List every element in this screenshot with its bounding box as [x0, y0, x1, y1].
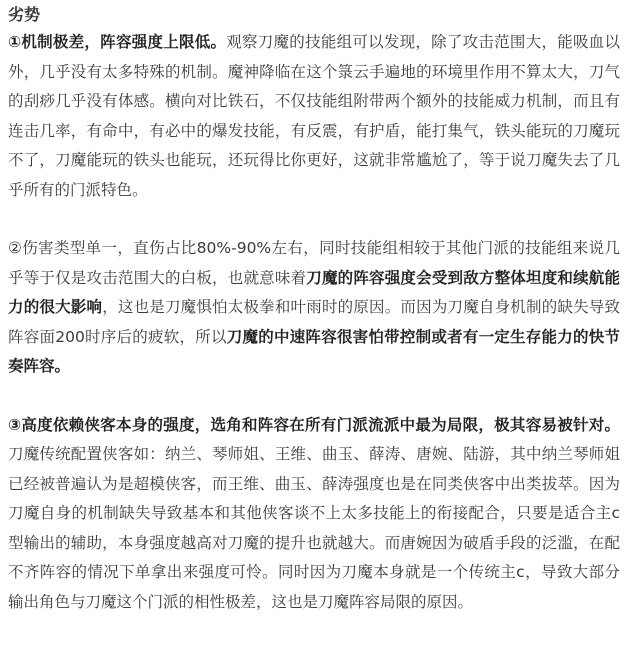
- weakness-paragraph-1: [8, 28, 620, 205]
- weakness-3-text: 刀魔传统配置侠客如：纳兰、琴师姐、王维、曲玉、薛涛、唐婉、陆游，其中纳兰琴师姐已经被普遍认为是超模侠客，而王维、曲玉、薛涛强度也是在同类侠客中出类拔萃。因为刀魔自身的机制缺失导致基本和其他侠客谈不上太多技能上的衔接配合，只要是适合主c型输出的辅助，本身强度越高对刀魔的提升也就越大。而唐婉因为破盾手段的泛滥，在配不齐阵容的情况下单拿出来强度可怜。同时因为刀魔本身就是一个传统主c，导致大部分输出角色与刀魔这个门派的相性极差，这也是刀魔阵容局限的原因。: [8, 445, 620, 611]
- paragraph-gap: [8, 382, 620, 411]
- weakness-2-text-b: ，这也是刀魔惧怕太极拳和叶雨时的原因。而因为刀魔自身机制的缺失导致阵容面200时序后的疲软，所以: [8, 298, 620, 346]
- weakness-1-bold-lead: ①机制极差，阵容强度上限低。: [8, 33, 227, 51]
- weakness-1-text: 观察刀魔的技能组可以发现，除了攻击范围大，能吸血以外，几乎没有太多特殊的机制。魔神降临在这个箓云手遍地的环境里作用不算太大，刀气的刮痧几乎没有体感。横向对比铁石，不仅技能组附带两个额外的技能威力机制，而且有连击几率，有命中，有必中的爆发技能，有反震，有护盾，能打集气，铁头能玩的刀魔玩不了，刀魔能玩的铁头也能玩，还玩得比你更好，这就非常尴尬了，等于说刀魔失去了几乎所有的门派特色。: [8, 33, 620, 199]
- section-heading: 劣势: [8, 5, 41, 24]
- paragraph-gap: [8, 205, 620, 234]
- weakness-2-bold-a: 刀魔的阵容强度会受到敌方整体坦度和续航能力的很大影响: [8, 268, 620, 316]
- weakness-paragraph-3: [8, 411, 620, 618]
- weakness-3-bold-lead: ③高度依赖侠客本身的强度，选角和阵容在所有门派流派中最为局限，极其容易被针对。: [8, 415, 620, 434]
- weakness-2-text-a: ②伤害类型单一，直伤占比80%-90%左右，同时技能组相较于其他门派的技能组来说几乎等于仅是攻击范围大的白板，也就意味着: [8, 239, 620, 287]
- weakness-paragraph-2: [8, 234, 620, 382]
- weakness-2-bold-b: 刀魔的中速阵容很害怕带控制或者有一定生存能力的快节奏阵容。: [8, 327, 620, 375]
